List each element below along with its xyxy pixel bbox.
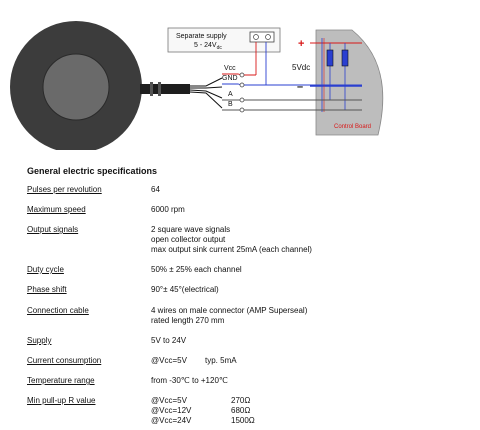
- spec-value-line: 4 wires on male connector (AMP Superseal): [151, 306, 308, 315]
- cable-fanout: [190, 78, 222, 108]
- pullup-value: 1500Ω: [231, 416, 255, 425]
- spec-label: Duty cycle: [27, 265, 64, 274]
- spec-label: Connection cable: [27, 306, 89, 315]
- pullup-value: 680Ω: [231, 406, 251, 415]
- encoder-inner-disc: [43, 54, 109, 120]
- spec-value: from -30℃ to +120℃: [151, 376, 228, 385]
- spec-condition: [151, 396, 191, 426]
- wire-label-vcc: Vcc: [224, 65, 236, 72]
- spec-value: [151, 306, 307, 326]
- pull-up-resistor: [342, 50, 348, 66]
- spec-value-line: 2 square wave signals: [151, 225, 231, 234]
- spec-label: Current consumption: [27, 356, 102, 365]
- spec-label: Phase shift: [27, 285, 67, 294]
- spec-value: [151, 225, 312, 255]
- control-board-label: Control Board: [334, 124, 372, 130]
- cable-sleeve: [158, 82, 161, 96]
- spec-value: 6000 rpm: [151, 205, 185, 214]
- specs-title: General electric specifications: [27, 166, 158, 176]
- spec-value: 50% ± 25% each channel: [151, 265, 242, 274]
- terminal: [240, 73, 244, 77]
- spec-condition: @Vcc=5V: [151, 356, 187, 365]
- pullup-value: 270Ω: [231, 396, 251, 405]
- terminal: [240, 108, 244, 112]
- pullup-condition: @Vcc=12V: [151, 406, 192, 415]
- wiring-diagram: [0, 0, 480, 150]
- spec-value: typ. 5mA: [205, 356, 237, 365]
- wire-label-a: A: [228, 91, 233, 98]
- supply-label-1: Separate supply: [176, 33, 227, 40]
- spec-label: Maximum speed: [27, 205, 86, 214]
- cable: [140, 84, 190, 94]
- spec-label: Pulses per revolution: [27, 185, 102, 194]
- spec-value: [231, 396, 255, 426]
- spec-value: 64: [151, 185, 160, 194]
- spec-label: Supply: [27, 336, 52, 345]
- spec-label: Temperature range: [27, 376, 95, 385]
- terminal: [240, 83, 244, 87]
- spec-value-line: rated length 270 mm: [151, 316, 225, 325]
- cable-sleeve: [150, 82, 153, 96]
- spec-label: Output signals: [27, 225, 79, 234]
- spec-value: 5V to 24V: [151, 336, 187, 345]
- terminal: [240, 98, 244, 102]
- supply-label-2: $5 - 24V_{dc}$: [194, 42, 222, 51]
- vdc-label: 5Vdc: [292, 63, 311, 72]
- minus-sign: –: [297, 81, 304, 93]
- wire-label-gnd: GND: [222, 75, 238, 82]
- spec-value-line: max output sink current 25mA (each channel): [151, 245, 312, 254]
- control-board: [316, 30, 383, 135]
- spec-value: 90°± 45°(electrical): [151, 285, 219, 294]
- pullup-condition: @Vcc=24V: [151, 416, 192, 425]
- pullup-condition: @Vcc=5V: [151, 396, 187, 405]
- spec-value-line: open collector output: [151, 235, 226, 244]
- wire-label-b: B: [228, 101, 233, 108]
- plus-sign: +: [298, 38, 305, 50]
- pull-up-resistor: [327, 50, 333, 66]
- spec-label: Min pull-up R value: [27, 396, 96, 405]
